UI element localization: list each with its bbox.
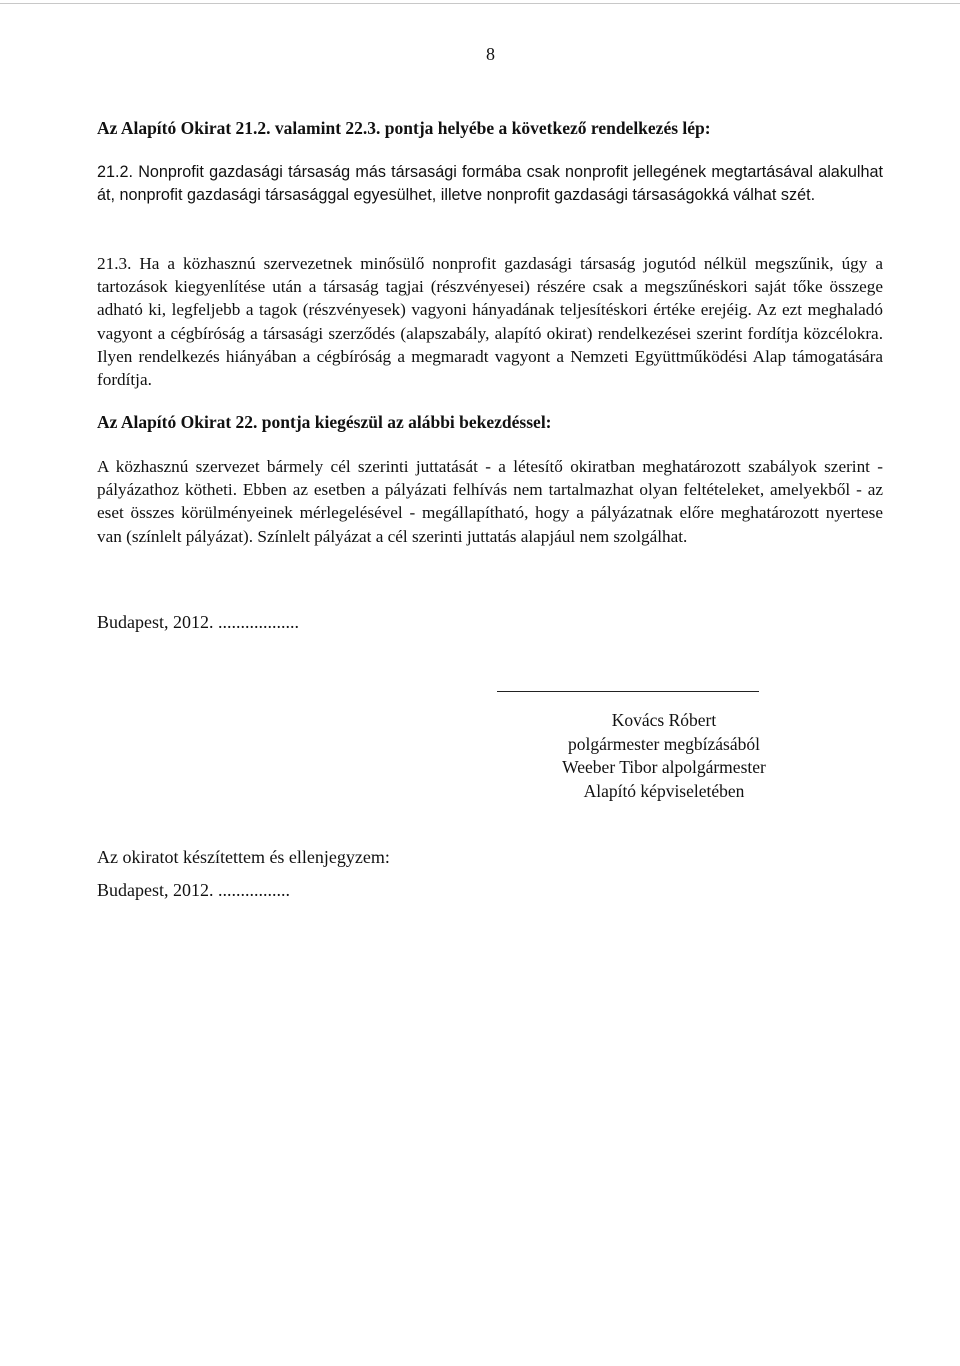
signatory-name: Kovács Róbert — [611, 710, 717, 730]
amendment-heading-22: Az Alapító Okirat 22. pontja kiegészül az alábbi bekezdéssel: — [97, 412, 552, 432]
place-date-line: Budapest, 2012. .................. — [97, 612, 299, 632]
paragraph-21-2: 21.2. Nonprofit gazdasági társaság más társasági formába csak nonprofit jellegének megtartásával alakulhat át, nonprofit gazdasági társasággal egyesülhet, illetve nonprofit gazdasági társaságokká válhat szét. — [97, 163, 883, 205]
signatory-deputy: Weeber Tibor alpolgármester — [562, 757, 766, 777]
page-number: 8 — [486, 44, 495, 64]
signature-block — [497, 709, 831, 803]
paragraph-21-3: 21.3. Ha a közhasznú szervezetnek minősülő nonprofit gazdasági társaság jogutód nélkül megszűnik, úgy a tartozások kiegyenlítése után a társaság tagjai (részvényesei) részére csak a megszűnéskori saját tőke összege adható ki, legfeljebb a tagok (részvényesek) vagyoni hányadának teljesítéskori értéke erejéig. Az ezt meghaladó vagyont a cégbíróság a társasági szerződés (alapszabály, alapító okirat) rendelkezései szerint fordítja közcélokra. Ilyen rendelkezés hiányában a cégbíróság a megmaradt vagyont a Nemzeti Együttműködési Alap támogatására fordítja. — [97, 254, 883, 390]
signatory-capacity: Alapító képviseletében — [583, 780, 745, 801]
amendment-heading-21-22: Az Alapító Okirat 21.2. valamint 22.3. pontja helyébe a következő rendelkezés lép: — [97, 118, 711, 138]
top-divider — [0, 3, 960, 4]
countersign-place-date: Budapest, 2012. ................ — [97, 880, 290, 900]
countersign-label: Az okiratot készítettem és ellenjegyzem: — [97, 847, 390, 867]
signatory-role: polgármester megbízásából — [568, 733, 760, 754]
signature-line — [497, 691, 759, 692]
paragraph-22-addition: A közhasznú szervezet bármely cél szerinti juttatását - a létesítő okiratban meghatározott szabályok szerint - pályázathoz kötheti. Ebben az esetben a pályázati felhívás nem tartalmazhat olyan feltételeket, amelyekből - az eset összes körülményeinek mérlegelésével - megállapítható, hogy a pályázatnak előre meghatározott nyertese van (színlelt pályázat). Színlelt pályázat a cél szerinti juttatás alapjául nem szolgálhat. — [97, 457, 883, 546]
